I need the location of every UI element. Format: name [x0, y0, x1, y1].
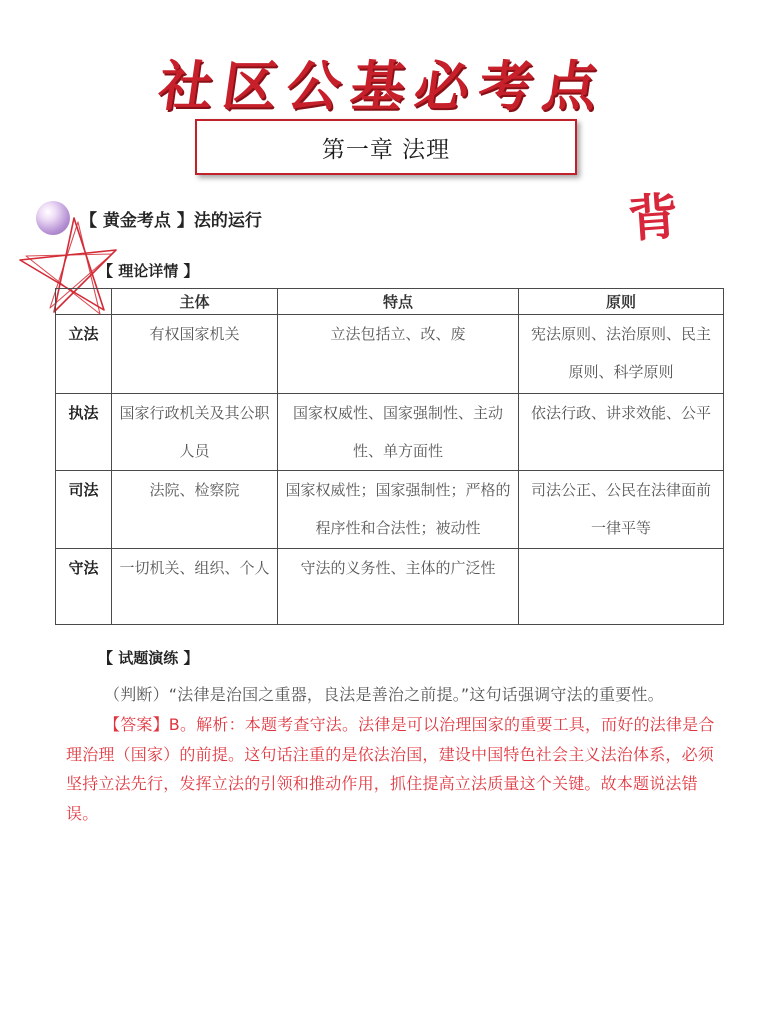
main-title: 社区公基必考点 [154, 54, 612, 118]
cell-principle: 依法行政、讲求效能、公平 [519, 394, 724, 471]
cell-subject: 法院、检察院 [112, 471, 278, 549]
question-text: （判断）“法律是治国之重器，良法是善治之前提。”这句话强调守法的重要性。 [104, 685, 664, 704]
handwritten-note: 背 [626, 187, 681, 249]
cell-subject: 国家行政机关及其公职人员 [112, 394, 278, 471]
table-row [56, 471, 724, 549]
exercise-label: 【 试题演练 】 [98, 649, 199, 667]
cell-feature: 国家权威性、国家强制性、主动性、单方面性 [278, 394, 519, 471]
row-label: 立法 [56, 315, 112, 394]
cell-feature: 国家权威性；国家强制性；严格的程序性和合法性；被动性 [278, 471, 519, 549]
cell-principle: 宪法原则、法治原则、民主原则、科学原则 [519, 315, 724, 394]
cell-feature: 立法包括立、改、废 [278, 315, 519, 394]
cell-principle: 司法公正、公民在法律面前一律平等 [519, 471, 724, 549]
table-row [56, 394, 724, 471]
section-heading: 【 黄金考点 】法的运行 [80, 211, 262, 231]
row-label: 执法 [56, 394, 112, 471]
table-header-feature: 特点 [278, 289, 519, 315]
theory-label: 【 理论详情 】 [98, 262, 199, 280]
table-header-row [56, 289, 724, 315]
law-operation-table [55, 288, 724, 625]
chapter-title-box [195, 119, 577, 175]
table-header-principle: 原则 [519, 289, 724, 315]
chapter-title: 第一章 法理 [321, 136, 451, 163]
table-header-corner [56, 289, 112, 315]
table-row [56, 315, 724, 394]
answer-text: 【答案】B。解析：本题考查守法。法律是可以治理国家的重要工具，而好的法律是合理治理（国家）的前提。这句话注重的是依法治国，建设中国特色社会主义法治体系，必须坚持立法先行，发挥立法的引领和推动作用，抓住提高立法质量这个关键。故本题说法错误。 [66, 715, 715, 823]
table-row [56, 549, 724, 625]
cell-subject: 一切机关、组织、个人 [112, 549, 278, 625]
row-label: 司法 [56, 471, 112, 549]
cell-principle [519, 549, 724, 625]
cell-feature: 守法的义务性、主体的广泛性 [278, 549, 519, 625]
table-header-subject: 主体 [112, 289, 278, 315]
row-label: 守法 [56, 549, 112, 625]
cell-subject: 有权国家机关 [112, 315, 278, 394]
